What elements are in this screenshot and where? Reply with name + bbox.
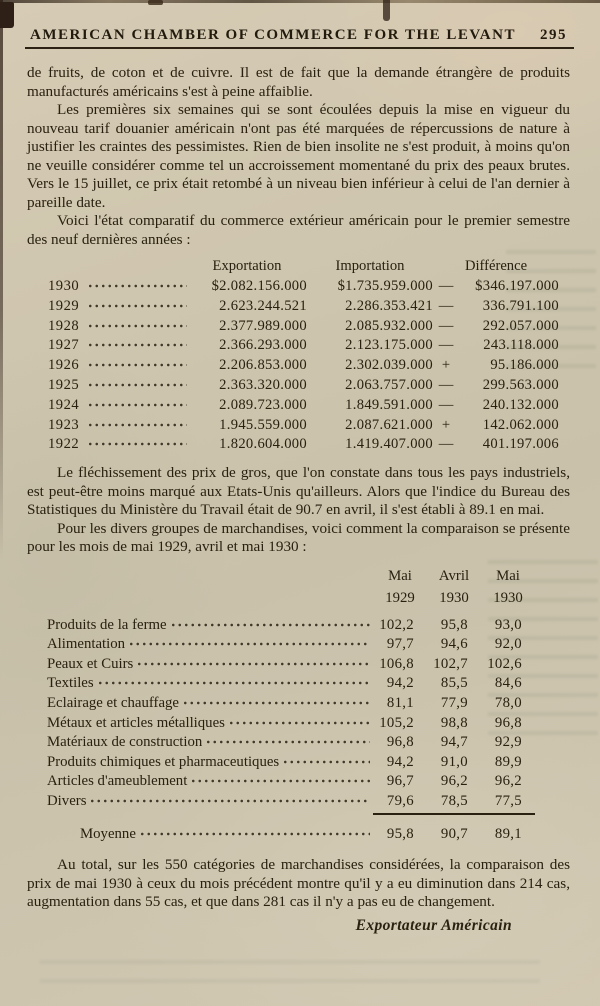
import-cell: 2.286.353.421 [345, 297, 433, 314]
year-cell: 1929 [48, 297, 80, 314]
leader-dots [190, 772, 370, 785]
top-ink-mark [148, 0, 163, 5]
value-mai-1929: 94,2 [386, 753, 414, 770]
table-row [27, 655, 570, 675]
export-cell: 2.366.293.000 [219, 337, 307, 354]
export-cell: 2.377.989.000 [219, 317, 307, 334]
month-label: Mai [496, 567, 520, 584]
table-row [27, 435, 570, 455]
value-avril-1930: 91,0 [440, 753, 468, 770]
sign-cell: + [441, 416, 451, 433]
leader-dots [89, 792, 370, 805]
value-mai-1930: 93,0 [494, 616, 522, 633]
leader-dots [182, 694, 370, 707]
value-mai-1930: 96,2 [494, 773, 522, 790]
value-mai-1930: 89,1 [494, 825, 522, 842]
month-label: Avril [438, 567, 470, 584]
table-row [27, 336, 570, 356]
col-header-difference: Différence [464, 258, 528, 274]
leader-dots [87, 297, 187, 310]
sign-cell: + [441, 357, 451, 374]
leader-dots [87, 435, 187, 448]
sign-cell: — [438, 297, 454, 314]
category-label: Métaux et articles métalliques [47, 714, 225, 731]
header-rule [25, 47, 574, 49]
import-cell: 1.419.407.000 [345, 436, 433, 453]
sign-cell: — [438, 278, 454, 294]
difference-cell: 95.186.000 [490, 357, 559, 374]
price-index-table [27, 566, 570, 845]
value-avril-1930: 102,7 [433, 655, 468, 672]
category-label: Peaux et Cuirs [47, 655, 134, 672]
paragraph-tarif: Les premières six semaines qui se sont écoulées depuis la mise en vigueur du nouveau tarif douanier américain n'ont pas été marquées de répercussions de nature à justifier les craintes des pessimistes. Rien de bien insolite ne s'est produit, à moins qu'on ne veuille considérer comme tel un accroissement momentané du prix des peaux brutes. Vers le 15 juillet, ce prix était retombé à un niveau bien inférieur à celui de l'an dernier à pareille date. [27, 101, 570, 211]
leader-dots [282, 753, 370, 766]
category-label: Textiles [47, 675, 94, 692]
col-header-avril-1930 [427, 566, 481, 609]
leader-dots [87, 356, 187, 369]
import-cell: 1.849.591.000 [345, 396, 433, 413]
value-mai-1930: 89,9 [494, 753, 522, 770]
table-row-divers [27, 792, 570, 815]
difference-cell: 336.791.100 [482, 297, 559, 314]
leader-dots [205, 733, 370, 746]
value-avril-1930: 90,7 [440, 825, 468, 842]
table-row [27, 297, 570, 317]
value-mai-1930: 96,8 [494, 714, 522, 731]
leader-dots [87, 317, 187, 330]
running-head [27, 0, 570, 44]
category-label: Produits chimiques et pharmaceutiques [47, 753, 280, 770]
import-cell: 2.087.621.000 [345, 416, 433, 433]
table-row [27, 772, 570, 792]
sign-cell: — [438, 337, 454, 354]
sign-cell: — [438, 436, 454, 453]
difference-cell: 240.132.000 [482, 396, 559, 413]
difference-cell: 142.062.000 [482, 416, 559, 433]
table-row [27, 733, 570, 753]
value-mai-1929: 94,2 [386, 675, 414, 692]
value-mai-1929: 106,8 [379, 655, 414, 672]
difference-cell: 243.118.000 [483, 337, 559, 354]
table-row [27, 277, 570, 297]
value-avril-1930: 94,6 [440, 636, 468, 653]
page-title: AMERICAN CHAMBER OF COMMERCE FOR THE LEVANT [30, 27, 516, 43]
leader-dots [128, 635, 370, 648]
leader-dots [139, 825, 370, 838]
year-cell: 1927 [48, 337, 80, 354]
value-mai-1929: 95,8 [386, 825, 414, 842]
price-table-header [27, 566, 570, 609]
col-header-mai-1930 [481, 566, 535, 609]
leader-dots [136, 655, 370, 668]
leader-dots [228, 714, 370, 727]
page-left-edge-artifact [0, 0, 3, 560]
value-mai-1929: 97,7 [386, 636, 414, 653]
table-row [27, 416, 570, 436]
value-mai-1929: 96,8 [386, 734, 414, 751]
import-cell: 2.302.039.000 [345, 357, 433, 374]
trade-table-header [27, 256, 570, 277]
average-label: Moyenne [80, 825, 136, 842]
export-cell: 2.206.853.000 [219, 357, 307, 374]
table-row [27, 356, 570, 376]
import-cell: $1.735.959.000 [337, 278, 433, 294]
paragraph-intro-table2: Pour les divers groupes de marchandises, voici comment la comparaison se présente pour les mois de mai 1929, avril et mai 1930 : [27, 519, 570, 556]
leader-dots [87, 396, 187, 409]
table-row [27, 674, 570, 694]
value-mai-1930: 92,0 [494, 636, 522, 653]
value-avril-1930: 77,9 [440, 695, 468, 712]
difference-cell: $346.197.000 [475, 278, 559, 294]
sign-cell: — [438, 317, 454, 334]
value-mai-1929: 81,1 [386, 695, 414, 712]
corner-ink-mark [0, 2, 14, 28]
year-cell: 1926 [48, 357, 80, 374]
sign-cell: — [438, 376, 454, 393]
year-cell: 1925 [48, 376, 80, 393]
value-avril-1930: 98,8 [440, 714, 468, 731]
export-cell: 2.363.320.000 [219, 376, 307, 393]
leader-dots [97, 674, 370, 687]
value-mai-1929: 102,2 [379, 616, 414, 633]
year-cell: 1922 [48, 436, 80, 453]
paragraph-conclusion: Au total, sur les 550 catégories de marchandises considérées, la comparaison des prix de mai 1930 à ceux du mois précédent montre qu'il y a eu diminution dans 214 cas, augmentation dans 55 cas, et que dans 281 cas il n'y a pas eu de changement. [27, 856, 570, 911]
year-label: 1930 [493, 589, 523, 606]
table-row [27, 396, 570, 416]
page-top-edge-artifact [0, 0, 600, 3]
import-cell: 2.085.932.000 [345, 317, 433, 334]
leader-dots [87, 336, 187, 349]
col-header-importation: Importation [335, 258, 405, 274]
export-cell: 2.623.244.521 [219, 297, 307, 314]
table-row [27, 317, 570, 337]
export-cell: 1.820.604.000 [219, 436, 307, 453]
value-mai-1929: 79,6 [373, 792, 427, 815]
table-row [27, 694, 570, 714]
year-label: 1930 [439, 589, 469, 606]
month-label: Mai [388, 567, 412, 584]
signature: Exportateur Américain [355, 916, 512, 934]
table-row-average [27, 825, 570, 845]
bleedthrough-artifact [40, 960, 540, 994]
table-row [27, 376, 570, 396]
leader-dots [87, 376, 187, 389]
trade-table [27, 256, 570, 455]
import-cell: 2.063.757.000 [345, 376, 433, 393]
export-cell: 1.945.559.000 [219, 416, 307, 433]
year-cell: 1928 [48, 317, 80, 334]
category-label: Articles d'ameublement [47, 773, 188, 790]
table-row [27, 753, 570, 773]
value-mai-1929: 96,7 [386, 773, 414, 790]
difference-cell: 401.197.006 [482, 436, 559, 453]
value-mai-1930: 102,6 [487, 655, 522, 672]
leader-dots [170, 616, 370, 629]
value-mai-1930: 92,9 [494, 734, 522, 751]
paragraph-prix-de-gros: Le fléchissement des prix de gros, que l'on constate dans tous les pays industriels, est peut-être moins marqué aux Etats-Unis qu'ailleurs. Alors que l'indice du Bureau des Statistiques du Ministère du Travail était de 90.7 en avril, il s'est établi à 89.1 en mai. [27, 464, 570, 519]
export-cell: 2.089.723.000 [219, 396, 307, 413]
import-cell: 2.123.175.000 [345, 337, 433, 354]
top-ink-mark-2 [383, 0, 390, 21]
table-row [27, 616, 570, 636]
year-cell: 1924 [48, 396, 80, 413]
category-label: Matériaux de construction [47, 734, 203, 751]
value-avril-1930: 95,8 [440, 616, 468, 633]
paragraph-intro-table1: Voici l'état comparatif du commerce extérieur américain pour le premier semestre des neuf dernières années : [27, 212, 570, 248]
leader-dots [87, 416, 187, 429]
value-mai-1930: 77,5 [481, 792, 535, 815]
value-avril-1930: 85,5 [440, 675, 468, 692]
category-label: Produits de la ferme [47, 616, 167, 633]
table-row [27, 714, 570, 734]
price-table-body [27, 616, 570, 845]
year-cell: 1923 [48, 416, 80, 433]
value-mai-1930: 84,6 [494, 675, 522, 692]
year-cell: 1930 [48, 278, 80, 294]
export-cell: $2.082.156.000 [211, 278, 307, 294]
value-avril-1930: 96,2 [440, 773, 468, 790]
table-row [27, 635, 570, 655]
value-avril-1930: 94,7 [440, 734, 468, 751]
category-label: Divers [47, 793, 87, 810]
difference-cell: 292.057.000 [482, 317, 559, 334]
category-label: Eclairage et chauffage [47, 695, 179, 712]
page-number: 295 [539, 27, 567, 43]
leader-dots [87, 277, 187, 290]
value-mai-1930: 78,0 [494, 695, 522, 712]
year-label: 1929 [385, 589, 415, 606]
value-avril-1930: 78,5 [427, 792, 481, 815]
sign-cell: — [438, 396, 454, 413]
value-mai-1929: 105,2 [379, 714, 414, 731]
col-header-exportation: Exportation [212, 258, 282, 274]
paragraph-fruits: de fruits, de coton et de cuivre. Il est de fait que la demande étrangère de produits manufacturés américains s'est à peine affaiblie. [27, 64, 570, 100]
difference-cell: 299.563.000 [482, 376, 559, 393]
category-label: Alimentation [47, 636, 126, 653]
col-header-mai-1929 [373, 566, 427, 609]
